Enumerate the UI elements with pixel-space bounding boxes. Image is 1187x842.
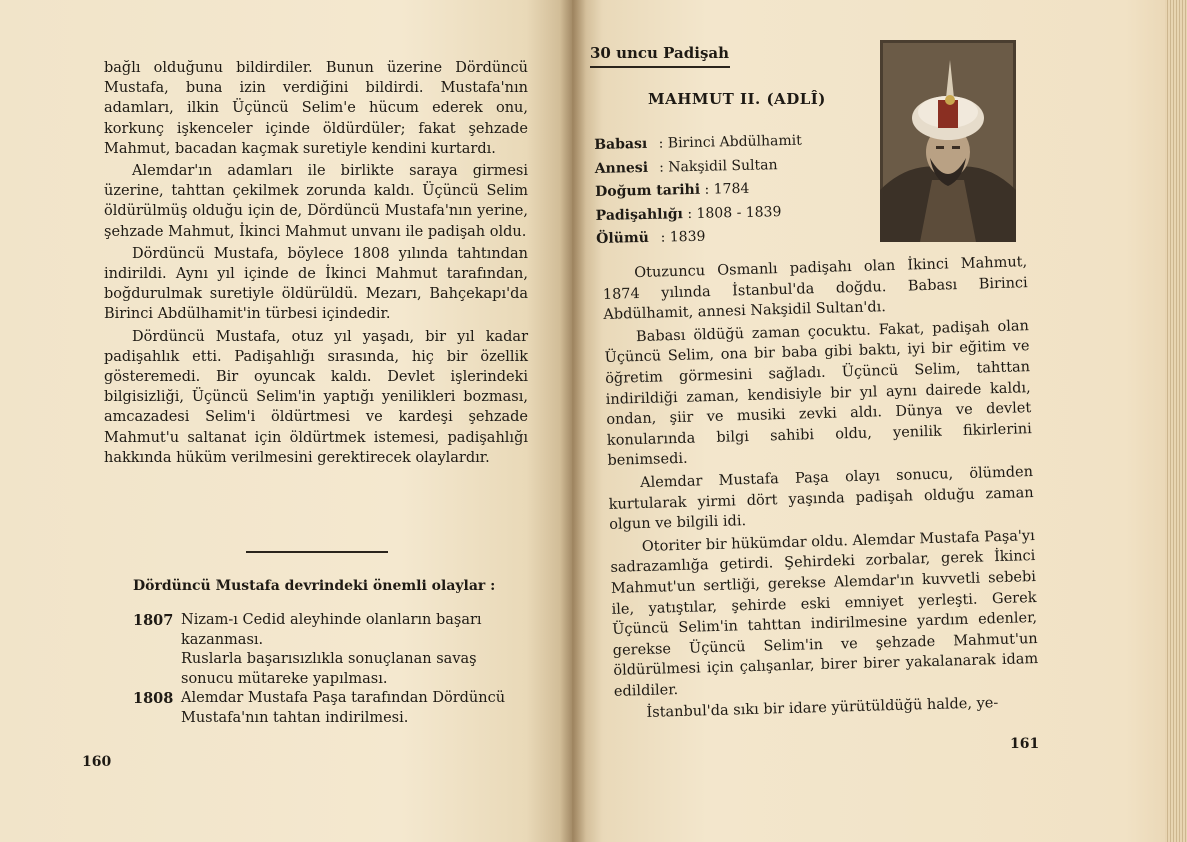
info-value: : 1808 - 1839	[687, 203, 782, 222]
info-value: : Nakşidil Sultan	[658, 156, 778, 176]
info-row	[594, 153, 802, 181]
event-line: Ruslarla başarısızlıkla sonuçlanan savaş sonucu mütareke yapılması.	[181, 651, 477, 687]
events-title: Dördüncü Mustafa devrindeki önemli olaylar :	[133, 578, 496, 594]
right-body-text	[602, 252, 1040, 727]
left-page	[0, 0, 572, 842]
right-page	[572, 0, 1187, 842]
section-divider	[246, 551, 388, 553]
info-label: Padişahlığı	[595, 205, 684, 224]
sultan-info-list	[594, 130, 804, 252]
event-line: Nizam-ı Cedid aleyhinde olanların başarı kazanması.	[181, 612, 482, 648]
page-number-right: 161	[1010, 736, 1040, 752]
info-label: Babası	[594, 135, 648, 153]
info-row	[596, 224, 804, 252]
info-value: : 1784	[704, 180, 750, 198]
event-line: Alemdar Mustafa Paşa tarafından Dördüncü Mustafa'nın tahtan indirilmesi.	[181, 690, 506, 726]
left-paragraph: bağlı olduğunu bildirdiler. Bunun üzerine Dördüncü Mustafa, buna izin verdiğini bildirdi. Mustafa'nın adamları, ilkin Üçüncü Selim'e hücum ederek onu, korkunç işkenceler içinde öldürdüler; fakat şehzade Mahmut, bacadan kaçmak suretiyle kendini kurtardı.	[104, 60, 528, 157]
right-paragraph: Otoriter bir hükümdar oldu. Alemdar Mustafa Paşa'yı sadrazamlığa getirdi. Şehirdeki zorbalar, gerek İkinci Mahmut'un sertliği, gerekse Alemdar'ın kuvvetli sebebi ile, yatıştılar, şehirde eski emniyet yerleşti. Gerek Üçüncü Selim'in tahttan indirilmesine yardım edenler, gerekse Üçüncü Selim'in ve şehzade Mahmut'un öldürülmesi için çalışanlar, birer birer yakalanarak idam edildiler.	[610, 527, 1039, 700]
info-label: Doğum tarihi	[595, 181, 701, 200]
info-label: Annesi	[594, 159, 649, 177]
book-gutter	[560, 0, 586, 842]
page-number-left: 160	[82, 754, 112, 770]
left-paragraph: Dördüncü Mustafa, böylece 1808 yılında tahtından indirildi. Aynı yıl içinde de İkinci Mahmut tarafından, boğdurulmak suretiyle öldürüldü. Mezarı, Bahçekapı'da Birinci Abdülhamit'in türbesi içindedir.	[104, 245, 528, 323]
info-row	[595, 200, 803, 228]
header-underline	[590, 66, 730, 68]
right-paragraph: İstanbul'da sıkı bir idare yürütüldüğü halde, ye-	[646, 695, 999, 722]
event-year: 1808	[133, 690, 174, 707]
sultan-portrait	[880, 40, 1016, 242]
info-value: : 1839	[660, 228, 706, 246]
left-paragraph: Alemdar'ın adamları ile birlikte saraya girmesi üzerine, tahttan çekilmek zorunda kaldı. Üçüncü Selim öldürülmüş olduğu için de, Dördüncü Mustafa'nın yerine, şehzade Mahmut, İkinci Mahmut unvanı ile padişah oldu.	[104, 163, 528, 240]
event-item	[133, 611, 528, 689]
chapter-title: MAHMUT II. (ADLÎ)	[648, 90, 826, 108]
right-paragraph: Babası öldüğü zaman çocuktu. Fakat, padişah olan Üçüncü Selim, ona bir baba gibi baktı, iyi bir eğitim ve öğretim görmesini sağladı. Üçüncü Selim, tahttan indirildiği zaman, kendisiyle bir yıl aynı dairede kaldı, ondan, şiir ve musiki zevki aldı. Dünya ve devlet konularında bilgi sahibi oldu, yenilik fikirlerini benimsedi.	[604, 317, 1032, 470]
info-value: : Birinci Abdülhamit	[658, 132, 802, 152]
left-paragraph: Dördüncü Mustafa, otuz yıl yaşadı, bir yıl kadar padişahlık etti. Padişahlığı sırasında, hiç bir özellik gösteremedi. Bir oyuncak kaldı. Devlet işlerindeki bilgisizliği, Üçüncü Selim'in yaptığı yenilikleri bozması, amcazadesi Selim'i öldürtmesi ve kardeşi şehzade Mahmut'u saltanat için öldürtmek istemesi, padişahlığı hakkında hüküm verilmesini gerektirecek olaylardır.	[104, 328, 528, 466]
event-year: 1807	[133, 612, 174, 629]
event-item	[133, 689, 528, 728]
page-header: 30 uncu Padişah	[590, 44, 730, 62]
right-paragraph: Alemdar Mustafa Paşa olayı sonucu, ölümden kurtularak yirmi dört yaşında padişah olduğu zaman olgun ve bilgili idi.	[608, 463, 1034, 534]
info-label: Ölümü	[596, 229, 650, 247]
page-edges	[1165, 0, 1187, 842]
left-body-text	[104, 58, 528, 470]
right-paragraph: Otuzuncu Osmanlı padişahı olan İkinci Mahmut, 1874 yılında İstanbul'da doğdu. Babası Birinci Abdülhamit, annesi Nakşidil Sultan'dı.	[602, 254, 1028, 324]
